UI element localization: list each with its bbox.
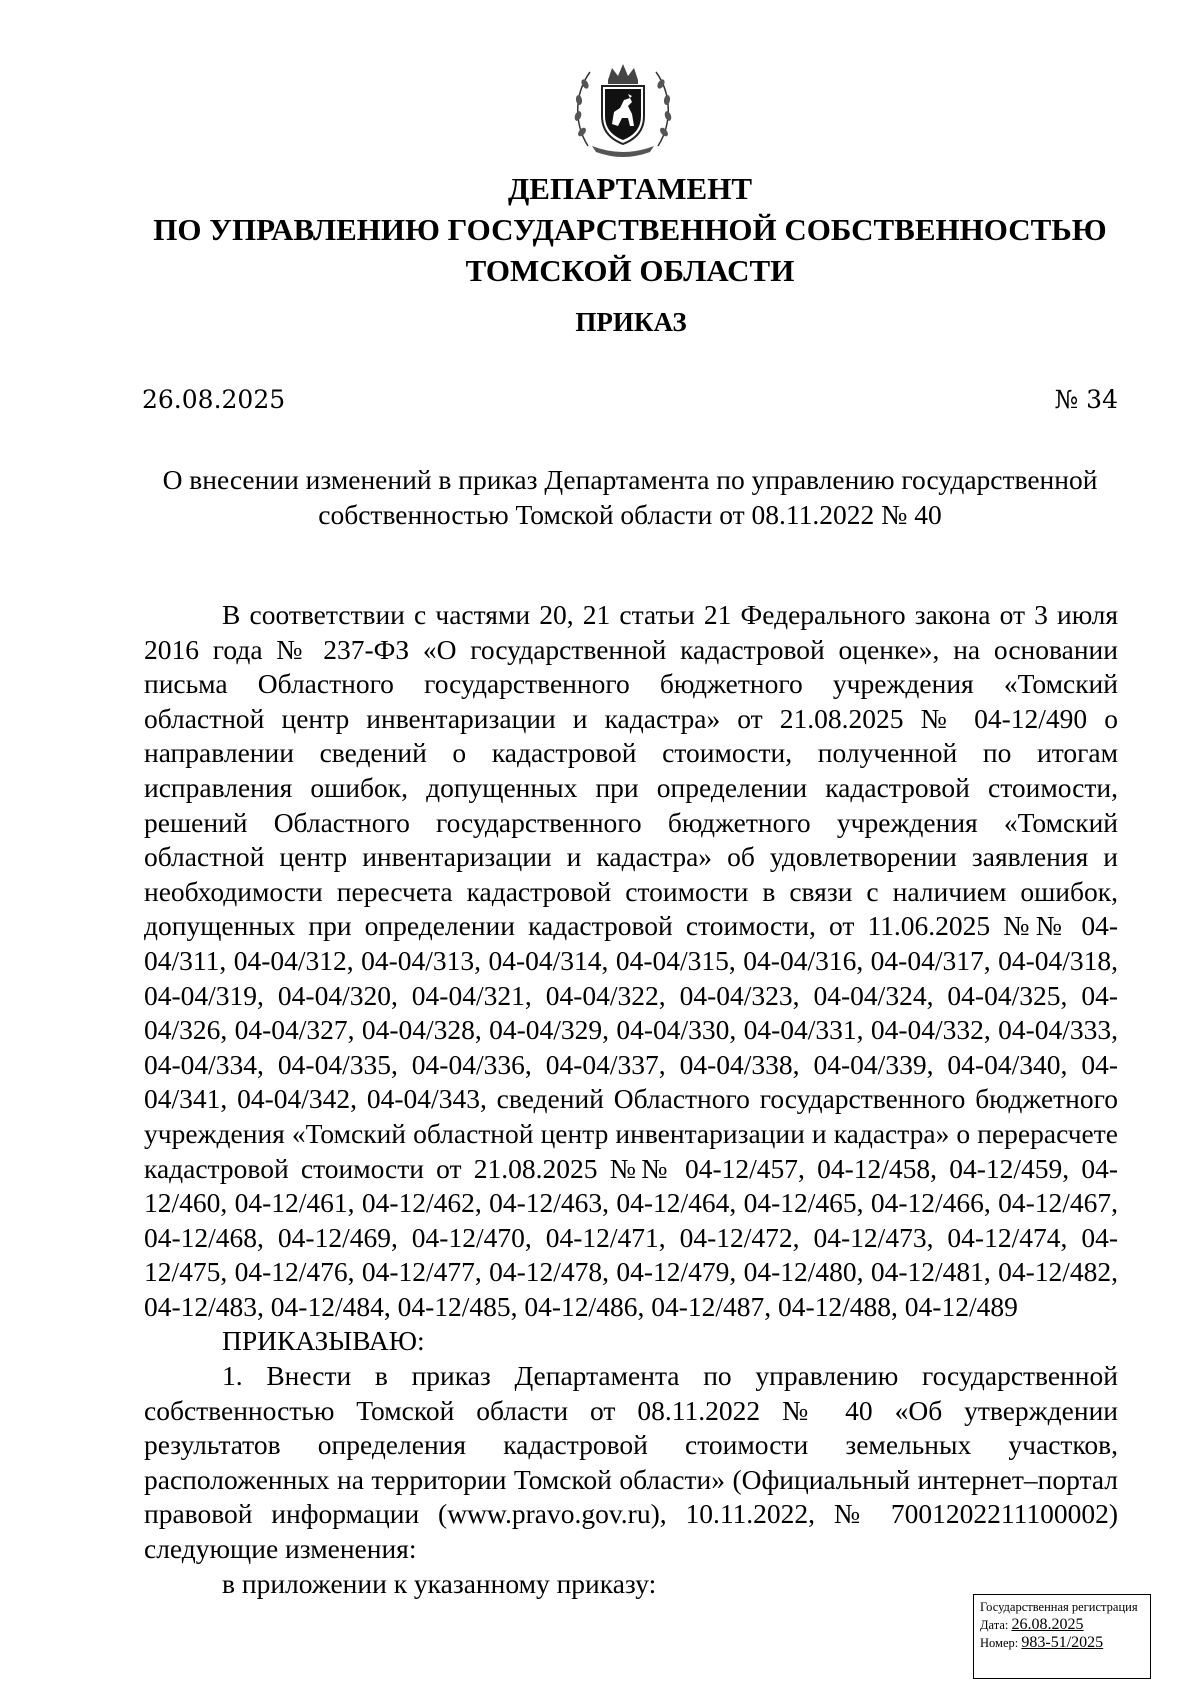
document-type-title: ПРИКАЗ — [575, 307, 687, 337]
order-verb: ПРИКАЗЫВАЮ: — [222, 1325, 425, 1357]
department-header — [0, 168, 1200, 291]
tomsk-region-coat-of-arms-icon — [568, 54, 678, 164]
order-subject — [130, 462, 1130, 532]
stamp-date-row — [980, 1616, 1144, 1634]
subject-line-1: О внесении изменений в приказ Департамента по управлению государственной — [162, 464, 1098, 495]
stamp-date-label: Дата: — [980, 1618, 1009, 1632]
order-body — [144, 598, 1118, 1601]
header-line-1: ДЕПАРТАМЕНТ — [507, 171, 753, 206]
stamp-number-row — [980, 1634, 1144, 1652]
header-line-3: ТОМСКОЙ ОБЛАСТИ — [465, 253, 795, 288]
body-paragraph-preamble: В соответствии с частями 20, 21 статьи 21 Федерального закона от 3 июля 2016 года № 237-ФЗ «О государственной кадастровой оценке», на основании письма Областного государственного бюджетного учреждения «Томский областной центр инвентаризации и кадастра» от 21.08.2025 № 04-12/490 о направлении сведений о кадастровой стоимости, полученной по итогам исправления ошибок, допущенных при определении кадастровой стоимости, решений Областного государственного бюджетного учреждения «Томский областной центр инвентаризации и кадастра» об удовлетворении заявления и необходимости пересчета кадастровой стоимости в связи с наличием ошибок, допущенных при определении кадастровой стоимости, от 11.06.2025 №№ 04-04/311, 04-04/312, 04-04/313, 04-04/314, 04-04/315, 04-04/316, 04-04/317, 04-04/318, 04-04/319, 04-04/320, 04-04/321, 04-04/322, 04-04/323, 04-04/324, 04-04/325, 04-04/326, 04-04/327, 04-04/328, 04-04/329, 04-04/330, 04-04/331, 04-04/332, 04-04/333, 04-04/334, 04-04/335, 04-04/336, 04-04/337, 04-04/338, 04-04/339, 04-04/340, 04-04/341, 04-04/342, 04-04/343, сведений Областного государственного бюджетного учреждения «Томский областной центр инвентаризации и кадастра» о перерасчете кадастровой стоимости от 21.08.2025 №№ 04-12/457, 04-12/458, 04-12/459, 04-12/460, 04-12/461, 04-12/462, 04-12/463, 04-12/464, 04-12/465, 04-12/466, 04-12/467, 04-12/468, 04-12/469, 04-12/470, 04-12/471, 04-12/472, 04-12/473, 04-12/474, 04-12/475, 04-12/476, 04-12/477, 04-12/478, 04-12/479, 04-12/480, 04-12/481, 04-12/482, 04-12/483, 04-12/484, 04-12/485, 04-12/486, 04-12/487, 04-12/488, 04-12/489 — [144, 599, 1118, 1322]
header-line-2: ПО УПРАВЛЕНИЮ ГОСУДАРСТВЕННОЙ СОБСТВЕННОСТЬЮ — [153, 212, 1107, 247]
registration-stamp — [973, 1594, 1151, 1679]
stamp-title: Государственная регистрация — [980, 1600, 1138, 1614]
body-paragraph-item-1: 1. Внести в приказ Департамента по управлению государственной собственностью Томской области от 08.11.2022 № 40 «Об утверждении результатов определения кадастровой стоимости земельных участков, расположенных на территории Томской области» (Официальный интернет–портал правовой информации (www.pravo.gov.ru), 10.11.2022, № 7001202211100002) следующие изменения: — [144, 1360, 1118, 1565]
stamp-date-value: 26.08.2025 — [1011, 1616, 1084, 1633]
body-paragraph-appendix: в приложении к указанному приказу: — [222, 1567, 657, 1599]
stamp-number-label: Номер: — [980, 1636, 1019, 1650]
order-number: № 34 — [1054, 385, 1118, 414]
stamp-number-value: 983-51/2025 — [1021, 1634, 1104, 1651]
subject-line-2: собственностью Томской области от 08.11.2022 № 40 — [318, 499, 942, 530]
order-date: 26.08.2025 — [142, 385, 286, 414]
